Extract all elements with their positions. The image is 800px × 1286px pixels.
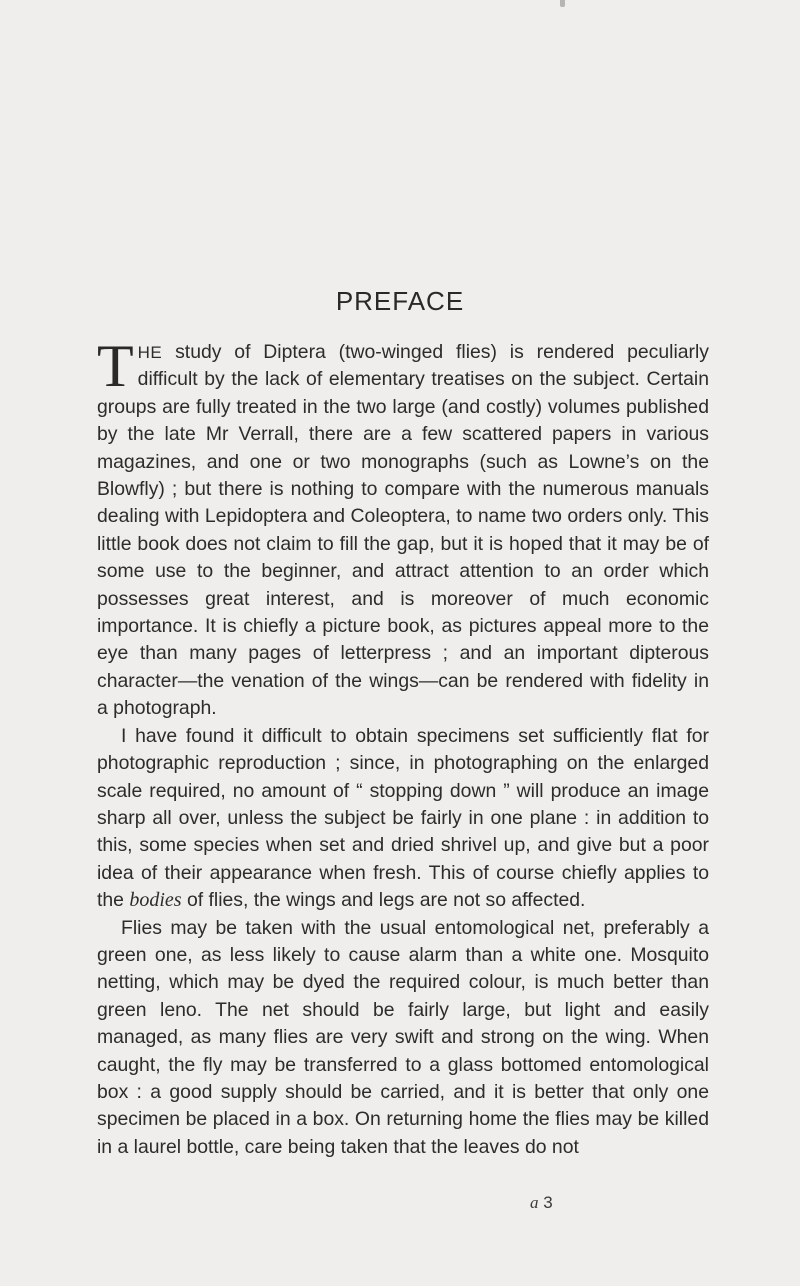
- signature-number: 3: [543, 1193, 553, 1212]
- opening-small-caps: HE: [137, 343, 163, 362]
- paragraph-3-text: Flies may be taken with the usual entomological net, preferably a green one, as less likely to cause alarm than a white one. Mosquito netting, which may be dyed the required colour, is much better than green leno. The net should be fairly large, but light and easily managed, as many flies are very swift and strong on the wing. When caught, the fly may be transferred to a glass bottomed entomological box : a good supply should be carried, and it is better that only one specimen be placed in a box. On returning home the flies may be killed in a laurel bottle, care being taken that the leaves do not: [97, 916, 709, 1158]
- paragraph-1-text: study of Diptera (two-winged flies) is rendered peculiarly difficult by the lack of elementary treatises on the subject. Certain groups are fully treated in the two large (and costly) volumes published by the late Mr Verrall, there are a few scattered papers in various magazines, and one or two monographs (such as Lowne’s on the Blowfly) ; but there is nothing to compare with the numerous manuals dealing with Lepidoptera and Coleoptera, to name two orders only. This little book does not claim to fill the gap, but it is hoped that it may be of some use to the beginner, and attract attention to an order which possesses great interest, and is moreover of much economic importance. It is chiefly a picture book, as pictures appeal more to the eye than many pages of letterpress ; and an important dipterous character—the venation of the wings—can be rendered with fidelity in a photograph.: [97, 341, 709, 720]
- paragraph-1: [97, 333, 709, 723]
- page-title: PREFACE: [335, 286, 465, 316]
- paragraph-2-text-before: I have found it difficult to obtain specimens set sufficiently flat for photographic reproduction ; since, in photographing on the enlarged scale required, no amount of “ stopping down ” will produce an image sharp all over, unless the subject be fairly in one plane : in addition to this, some species when set and dried shrivel up, and give but a poor idea of their appearance when fresh. This of course chiefly applies to the: [97, 724, 709, 912]
- page-edge-mark: [560, 0, 565, 7]
- signature-letter: a: [530, 1193, 539, 1212]
- preface-body: [97, 333, 709, 1161]
- paragraph-2-italic: bodies: [129, 889, 182, 912]
- signature-mark: [530, 1193, 553, 1213]
- drop-cap: T: [97, 333, 134, 399]
- paragraph-2: [97, 723, 709, 915]
- paragraph-3: [97, 915, 709, 1162]
- paragraph-2-text-after: of flies, the wings and legs are not so affected.: [181, 889, 586, 912]
